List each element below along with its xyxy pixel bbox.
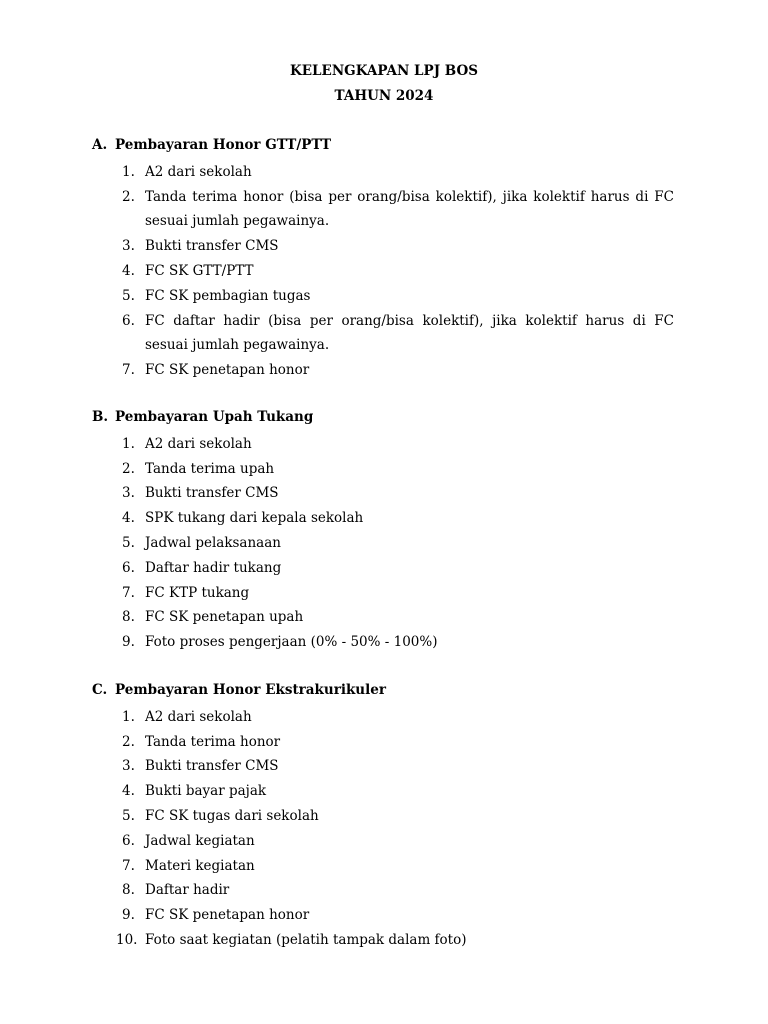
list-item-text: FC KTP tukang (145, 584, 250, 601)
list-item-text: FC daftar hadir (bisa per orang/bisa kolektif), jika kolektif harus di FC sesuai jumlah pegawainya. (145, 312, 674, 354)
list-item-text: FC SK penetapan upah (145, 609, 304, 626)
list-item-number (92, 630, 145, 655)
list-item-number (92, 779, 145, 804)
list-item-number (92, 829, 145, 854)
list-item-text: Jadwal kegiatan (145, 832, 255, 849)
section-letter: B. (92, 409, 109, 425)
list-item-text: A2 dari sekolah (145, 435, 252, 452)
list-item-number-text: 3. (122, 485, 135, 502)
list-item-number (92, 160, 145, 185)
list-item-text: Foto proses pengerjaan (0% - 50% - 100%) (145, 634, 438, 651)
list-item-text: FC SK pembagian tugas (145, 287, 311, 304)
list-item (92, 259, 682, 284)
list-item-text: Bukti bayar pajak (145, 783, 267, 800)
list-item-number (92, 259, 145, 284)
list-item (92, 457, 682, 482)
list-item-number-text: 3. (122, 238, 135, 255)
list-item-text: Tanda terima honor (145, 733, 281, 750)
list-item (92, 878, 682, 903)
list-item-text: Daftar hadir (145, 882, 230, 899)
list-item-text: FC SK GTT/PTT (145, 262, 254, 279)
list-item-text: Materi kegiatan (145, 857, 255, 874)
list-item (92, 481, 682, 506)
list-item-number (92, 705, 145, 730)
list-item (92, 309, 682, 359)
list-item-text: Foto saat kegiatan (pelatih tampak dalam foto) (145, 931, 467, 948)
list-item-number-text: 7. (122, 362, 135, 379)
list-item (92, 556, 682, 581)
section-letter: A. (92, 137, 108, 153)
section-heading-text: Pembayaran Honor Ekstrakurikuler (115, 682, 386, 698)
list-item-text: A2 dari sekolah (145, 163, 252, 180)
list-item (92, 730, 682, 755)
list-item-text: FC SK penetapan honor (145, 907, 310, 924)
section-heading (92, 407, 682, 432)
list-item-number-text: 2. (122, 460, 135, 477)
list-item-number (92, 556, 145, 581)
document-title: KELENGKAPAN LPJ BOS (290, 63, 478, 79)
list-item-number-text: 6. (122, 559, 135, 576)
list-item-number (92, 605, 145, 630)
list-item-number-text: 5. (122, 534, 135, 551)
list-item-text: Bukti transfer CMS (145, 238, 279, 255)
section-letter: C. (92, 682, 108, 698)
list-item-number (92, 581, 145, 606)
list-item-number (92, 854, 145, 879)
list-item-number-text: 9. (122, 907, 135, 924)
list-item-number (92, 234, 145, 259)
list-item-number-text: 8. (122, 882, 135, 899)
list-item-number-text: 4. (122, 783, 135, 800)
list-item-text: SPK tukang dari kepala sekolah (145, 510, 364, 527)
list-item (92, 630, 682, 655)
list-item-number (92, 432, 145, 457)
list-item-number (92, 358, 145, 383)
list-item-number (92, 506, 145, 531)
list-item (92, 779, 682, 804)
list-item-number-text: 4. (122, 510, 135, 527)
section-heading-text: Pembayaran Honor GTT/PTT (115, 137, 332, 153)
list-item-number (92, 754, 145, 779)
list-item-number (92, 804, 145, 829)
list-item-number-text: 8. (122, 609, 135, 626)
list-item (92, 160, 682, 185)
list-item-number (92, 457, 145, 482)
list-item-text: Daftar hadir tukang (145, 559, 282, 576)
list-item (92, 432, 682, 457)
list-item-number (92, 903, 145, 928)
list-item-text: FC SK penetapan honor (145, 362, 310, 379)
list-item (92, 284, 682, 309)
list-item (92, 506, 682, 531)
list-item-number-text: 1. (122, 708, 135, 725)
list-item-number (92, 878, 145, 903)
list-item-number-text: 2. (122, 733, 135, 750)
list-item (92, 705, 682, 730)
list-item-number (92, 284, 145, 309)
list-item-number-text: 1. (122, 163, 135, 180)
list-item-text: Bukti transfer CMS (145, 758, 279, 775)
section-b (92, 407, 682, 655)
list-item-number-text: 4. (122, 262, 135, 279)
list-item-text: Jadwal pelaksanaan (145, 534, 281, 551)
list-item-text: FC SK tugas dari sekolah (145, 807, 319, 824)
list-item (92, 903, 682, 928)
list-item-number-text: 3. (122, 758, 135, 775)
list-item-number (92, 481, 145, 506)
list-item (92, 928, 682, 953)
list-item (92, 234, 682, 259)
document-subtitle: TAHUN 2024 (334, 88, 434, 104)
list-item-number-text: 9. (122, 634, 135, 651)
list-item-number-text: 7. (122, 857, 135, 874)
list-item-number (92, 531, 145, 556)
list-item (92, 358, 682, 383)
list-item (92, 829, 682, 854)
list-item-number (92, 928, 145, 953)
list-item (92, 754, 682, 779)
list-item-number-text: 6. (122, 832, 135, 849)
section-heading-text: Pembayaran Upah Tukang (115, 409, 314, 425)
list-item-number (92, 309, 145, 359)
list-item-number-text: 5. (122, 807, 135, 824)
list-item-number-text: 5. (122, 287, 135, 304)
list-item (92, 185, 682, 235)
section-a (92, 135, 682, 383)
section-heading (92, 680, 682, 705)
list-item-number-text: 7. (122, 584, 135, 601)
list-item (92, 804, 682, 829)
list-item (92, 531, 682, 556)
section-heading (92, 135, 682, 160)
list-item-number-text: 1. (122, 435, 135, 452)
list-item-text: Tanda terima upah (145, 460, 275, 477)
list-item-number (92, 185, 145, 235)
list-item-number-text: 6. (122, 312, 135, 329)
list-item-text: A2 dari sekolah (145, 708, 252, 725)
list-item-text: Bukti transfer CMS (145, 485, 279, 502)
list-item-number-text: 2. (122, 188, 135, 205)
list-item-number-text: 10. (116, 931, 138, 948)
list-item (92, 581, 682, 606)
section-c (92, 680, 682, 953)
list-item (92, 605, 682, 630)
list-item-number (92, 730, 145, 755)
list-item-text: Tanda terima honor (bisa per orang/bisa kolektif), jika kolektif harus di FC sesuai jumlah pegawainya. (145, 188, 674, 230)
list-item (92, 854, 682, 879)
